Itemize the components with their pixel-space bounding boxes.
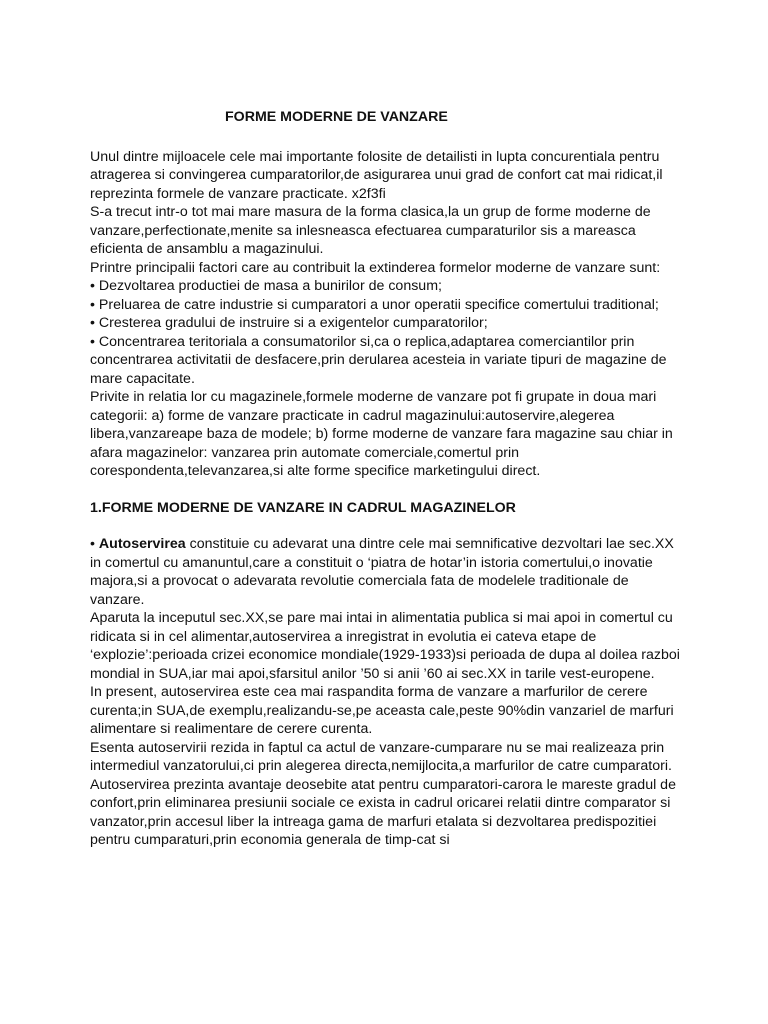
- intro-paragraph: Privite in relatia lor cu magazinele,formele moderne de vanzare pot fi grupate in doua mari categorii: a) forme de vanzare practicate in cadrul magazinului:autoservire,alegerea libera,vanzareape baza de modele; b) forme moderne de vanzare fara magazine sau chiar in afara magazinelor: vanzarea prin automate comerciale,comertul prin corespondenta,televanzarea,si alte forme specifice marketingului direct.: [90, 389, 673, 479]
- section-paragraph: Autoservirea prezinta avantaje deosebite atat pentru cumparatori-carora le mareste gradul de confort,prin eliminarea presiunii sociale ce exista in cadrul oricarei relatii dintre comparator si vanzator,prin accesul liber la intreaga gama de marfuri etalata si dezvoltarea predispozitiei pentru cumparaturi,prin economia generala de timp-cat si: [90, 776, 676, 848]
- bullet-marker: •: [90, 536, 99, 552]
- document-page: [90, 108, 682, 850]
- bullet-item: • Preluarea de catre industrie si cumparatori a unor operatii specifice comertului traditional;: [90, 296, 659, 313]
- section-intro-paragraph: [90, 535, 682, 609]
- document-title: FORME MODERNE DE VANZARE: [225, 109, 448, 125]
- bullet-item: • Concentrarea teritoriala a consumatorilor si,ca o replica,adaptarea comerciantilor prin concentrarea activitatii de desfacere,prin derularea acesteia in variate tipuri de magazine de mare capacitate.: [90, 333, 667, 387]
- section-paragraph: Esenta autoservirii rezida in faptul ca actul de vanzare-cumparare nu se mai realizeaza prin intermediul vanzatorului,ci prin alegerea directa,nemijlocita,a marfurilor de catre cumparatori.: [90, 739, 672, 774]
- intro-paragraph: Printre principalii factori care au contribuit la extinderea formelor moderne de vanzare sunt:: [90, 259, 661, 276]
- intro-paragraph: Unul dintre mijloacele cele mai importante folosite de detailisti in lupta concurentiala pentru atragerea si convingerea cumparatorilor,de asigurarea unui grad de confort cat mai ridicat,il reprezinta formele de vanzare practicate. x2f3fi: [90, 148, 663, 202]
- section-intro-text: constituie cu adevarat una dintre cele mai semnificative dezvoltari lae sec.XX in comertul cu amanuntul,care a constituit o ‘piatra de hotar’in istoria comertului,o inovatie majora,si a provocat o adevarata revolutie comerciala fata de modelele traditionale de vanzare.: [90, 536, 674, 608]
- section-paragraph: In present, autoservirea este cea mai raspandita forma de vanzare a marfurilor de cerere curenta;in SUA,de exemplu,realizandu-se,pe aceasta cale,peste 90%din vanzariel de marfuri alimentare si realimentare de cerere curenta.: [90, 684, 674, 737]
- bullet-item: • Dezvoltarea productiei de masa a bunirilor de consum;: [90, 278, 442, 294]
- section-heading: 1.FORME MODERNE DE VANZARE IN CADRUL MAGAZINELOR: [90, 499, 516, 516]
- bold-term: Autoservirea: [98, 536, 186, 552]
- section-paragraph: Aparuta la inceputul sec.XX,se pare mai intai in alimentatia publica si mai apoi in comertul cu ridicata si in cel alimentar,autoservirea a inregistrat in evolutia ei cateva etape de ‘explozie’:perioada crizei economice mondiale(1929-1933)si perioada de dupa al doilea razboi mondial in SUA,iar mai apoi,sfarsitul anilor ’50 si anii ’60 ai sec.XX in tarile vest-europene.: [90, 610, 680, 682]
- intro-paragraph: S-a trecut intr-o tot mai mare masura de la forma clasica,la un grup de forme moderne de vanzare,perfectionate,menite sa inlesneasca efectuarea cumparaturilor sis a mareasca eficienta de ansamblu a magazinului.: [90, 204, 651, 257]
- bullet-item: • Cresterea gradului de instruire si a exigentelor cumparatorilor;: [90, 315, 488, 331]
